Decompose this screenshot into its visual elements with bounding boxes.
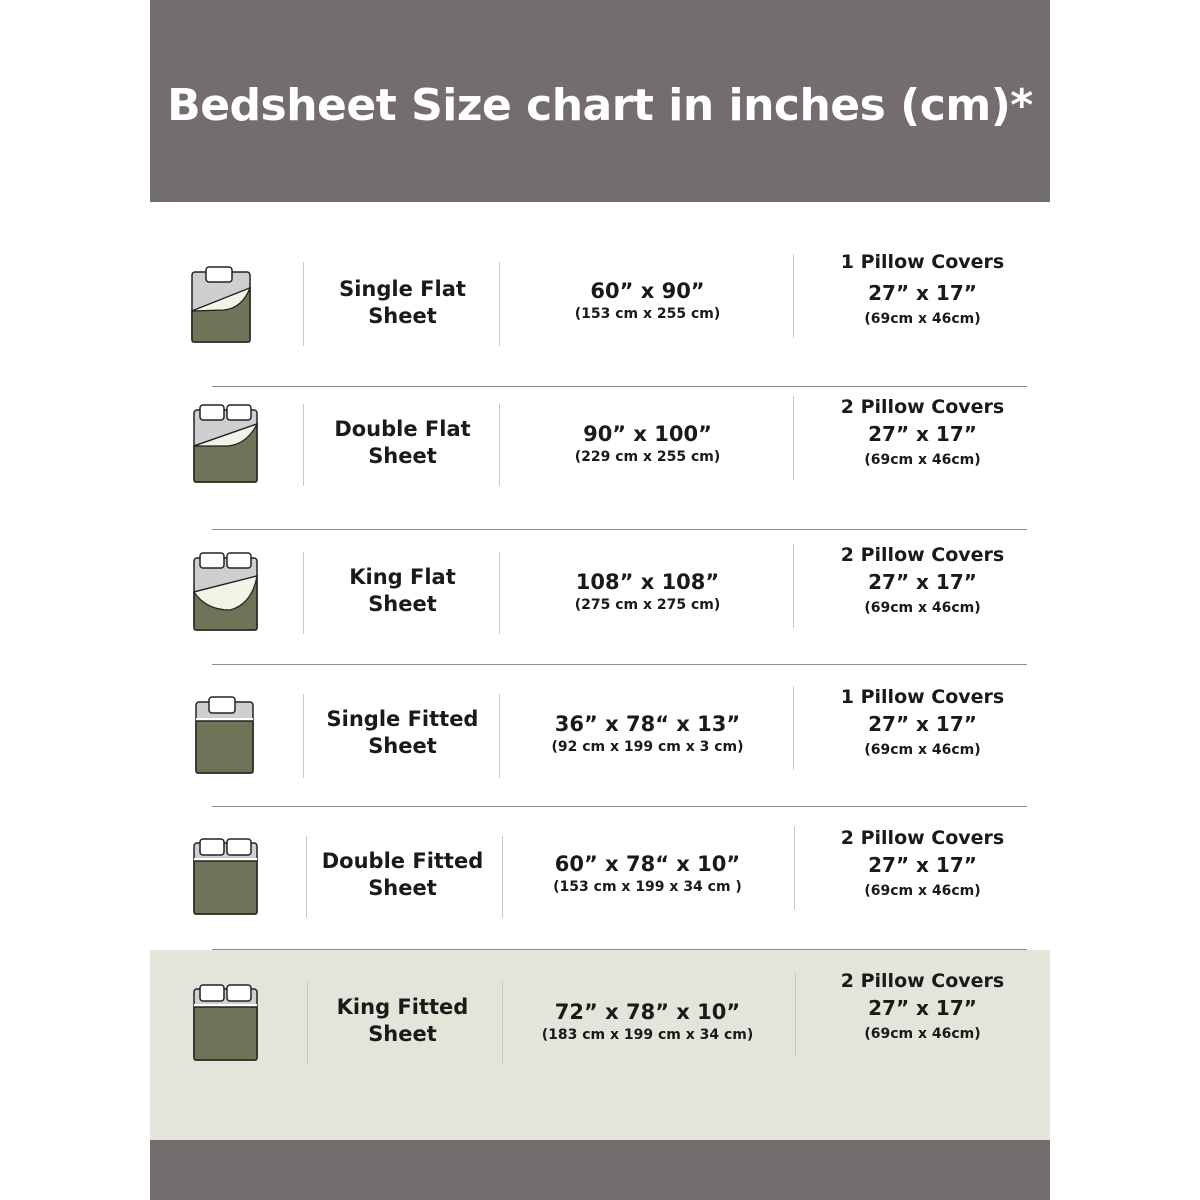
pillow-size-cm: (69cm x 46cm) — [864, 600, 981, 616]
pillow-count: 1 Pillow Covers — [840, 251, 1005, 273]
pillow-count: 2 Pillow Covers — [840, 544, 1005, 566]
pillow-info — [810, 543, 1035, 617]
sheet-name-line2: Sheet — [368, 1022, 437, 1046]
sheet-name — [310, 848, 495, 902]
column-divider — [303, 552, 304, 634]
sheet-size — [505, 420, 790, 466]
double-flat-sheet-icon — [192, 404, 260, 484]
sheet-name-line1: Double Flat — [334, 417, 471, 441]
sheet-size-inches: 90” x 100” — [583, 422, 712, 446]
column-divider — [303, 404, 304, 486]
row-separator — [212, 664, 1027, 665]
sheet-name-line2: Sheet — [368, 304, 437, 328]
pillow-size-inches: 27” x 17” — [868, 996, 977, 1020]
sheet-name-line2: Sheet — [368, 592, 437, 616]
sheet-size — [505, 710, 790, 756]
sheet-size — [505, 998, 790, 1044]
king-flat-sheet-icon — [192, 552, 260, 632]
sheet-size — [505, 568, 790, 614]
sheet-name-line1: Double Fitted — [321, 849, 484, 873]
column-divider — [303, 694, 304, 778]
column-divider — [794, 826, 795, 910]
sheet-name — [310, 416, 495, 470]
row-separator — [212, 386, 1027, 387]
sheet-name-line1: King Flat — [349, 565, 456, 589]
column-divider — [499, 262, 500, 346]
pillow-size-cm: (69cm x 46cm) — [864, 883, 981, 899]
sheet-size-inches: 108” x 108” — [575, 570, 720, 594]
pillow-count: 2 Pillow Covers — [840, 970, 1005, 992]
chart-title: Bedsheet Size chart in inches (cm)* — [167, 79, 1033, 131]
column-divider — [502, 982, 503, 1064]
column-divider — [502, 836, 503, 918]
single-fitted-sheet-icon — [194, 696, 256, 776]
sheet-name-line1: Single Fitted — [326, 707, 479, 731]
pillow-size-inches: 27” x 17” — [868, 712, 977, 736]
sheet-size-cm: (153 cm x 255 cm) — [574, 306, 721, 322]
pillow-size-cm: (69cm x 46cm) — [864, 742, 981, 758]
sheet-size-cm: (275 cm x 275 cm) — [574, 597, 721, 613]
pillow-size-cm: (69cm x 46cm) — [864, 1026, 981, 1042]
pillow-size-inches: 27” x 17” — [868, 853, 977, 877]
sheet-name-line2: Sheet — [368, 734, 437, 758]
sheet-size-inches: 60” x 78“ x 10” — [554, 852, 741, 876]
sheet-size-cm: (229 cm x 255 cm) — [574, 449, 721, 465]
pillow-size-inches: 27” x 17” — [868, 281, 977, 305]
column-divider — [307, 982, 308, 1064]
column-divider — [793, 544, 794, 628]
row-separator — [212, 529, 1027, 530]
pillow-info — [810, 395, 1035, 469]
column-divider — [793, 254, 794, 338]
pillow-size-inches: 27” x 17” — [868, 422, 977, 446]
sheet-size-inches: 60” x 90” — [590, 279, 705, 303]
column-divider — [303, 262, 304, 346]
pillow-info — [810, 685, 1035, 759]
row-separator — [212, 949, 1027, 950]
sheet-name — [310, 276, 495, 330]
column-divider — [793, 396, 794, 480]
sheet-size-cm: (153 cm x 199 x 34 cm ) — [553, 879, 742, 895]
column-divider — [499, 552, 500, 634]
sheet-size-cm: (92 cm x 199 cm x 3 cm) — [551, 739, 744, 755]
pillow-count: 2 Pillow Covers — [840, 396, 1005, 418]
sheet-name — [310, 706, 495, 760]
column-divider — [306, 836, 307, 918]
size-chart-panel — [150, 0, 1050, 1200]
column-divider — [499, 694, 500, 778]
sheet-name-line1: King Fitted — [336, 995, 469, 1019]
column-divider — [793, 686, 794, 770]
sheet-size-inches: 36” x 78“ x 13” — [554, 712, 741, 736]
pillow-size-cm: (69cm x 46cm) — [864, 311, 981, 327]
sheet-size-inches: 72” x 78” x 10” — [554, 1000, 741, 1024]
pillow-info — [810, 250, 1035, 328]
single-flat-sheet-icon — [190, 266, 254, 344]
sheet-name — [310, 994, 495, 1048]
row-separator — [212, 806, 1027, 807]
column-divider — [499, 404, 500, 486]
pillow-size-cm: (69cm x 46cm) — [864, 452, 981, 468]
pillow-size-inches: 27” x 17” — [868, 570, 977, 594]
double-fitted-sheet-icon — [192, 838, 260, 916]
king-fitted-sheet-icon — [192, 984, 260, 1062]
chart-footer — [150, 1140, 1050, 1200]
sheet-size — [505, 850, 790, 896]
sheet-name-line2: Sheet — [368, 444, 437, 468]
sheet-size-cm: (183 cm x 199 cm x 34 cm) — [541, 1027, 754, 1043]
pillow-info — [810, 969, 1035, 1043]
chart-header — [150, 0, 1050, 202]
pillow-info — [810, 826, 1035, 900]
sheet-name-line2: Sheet — [368, 876, 437, 900]
sheet-name — [310, 564, 495, 618]
pillow-count: 2 Pillow Covers — [840, 827, 1005, 849]
sheet-name-line1: Single Flat — [339, 277, 466, 301]
pillow-count: 1 Pillow Covers — [840, 686, 1005, 708]
sheet-size — [505, 277, 790, 323]
column-divider — [795, 972, 796, 1056]
